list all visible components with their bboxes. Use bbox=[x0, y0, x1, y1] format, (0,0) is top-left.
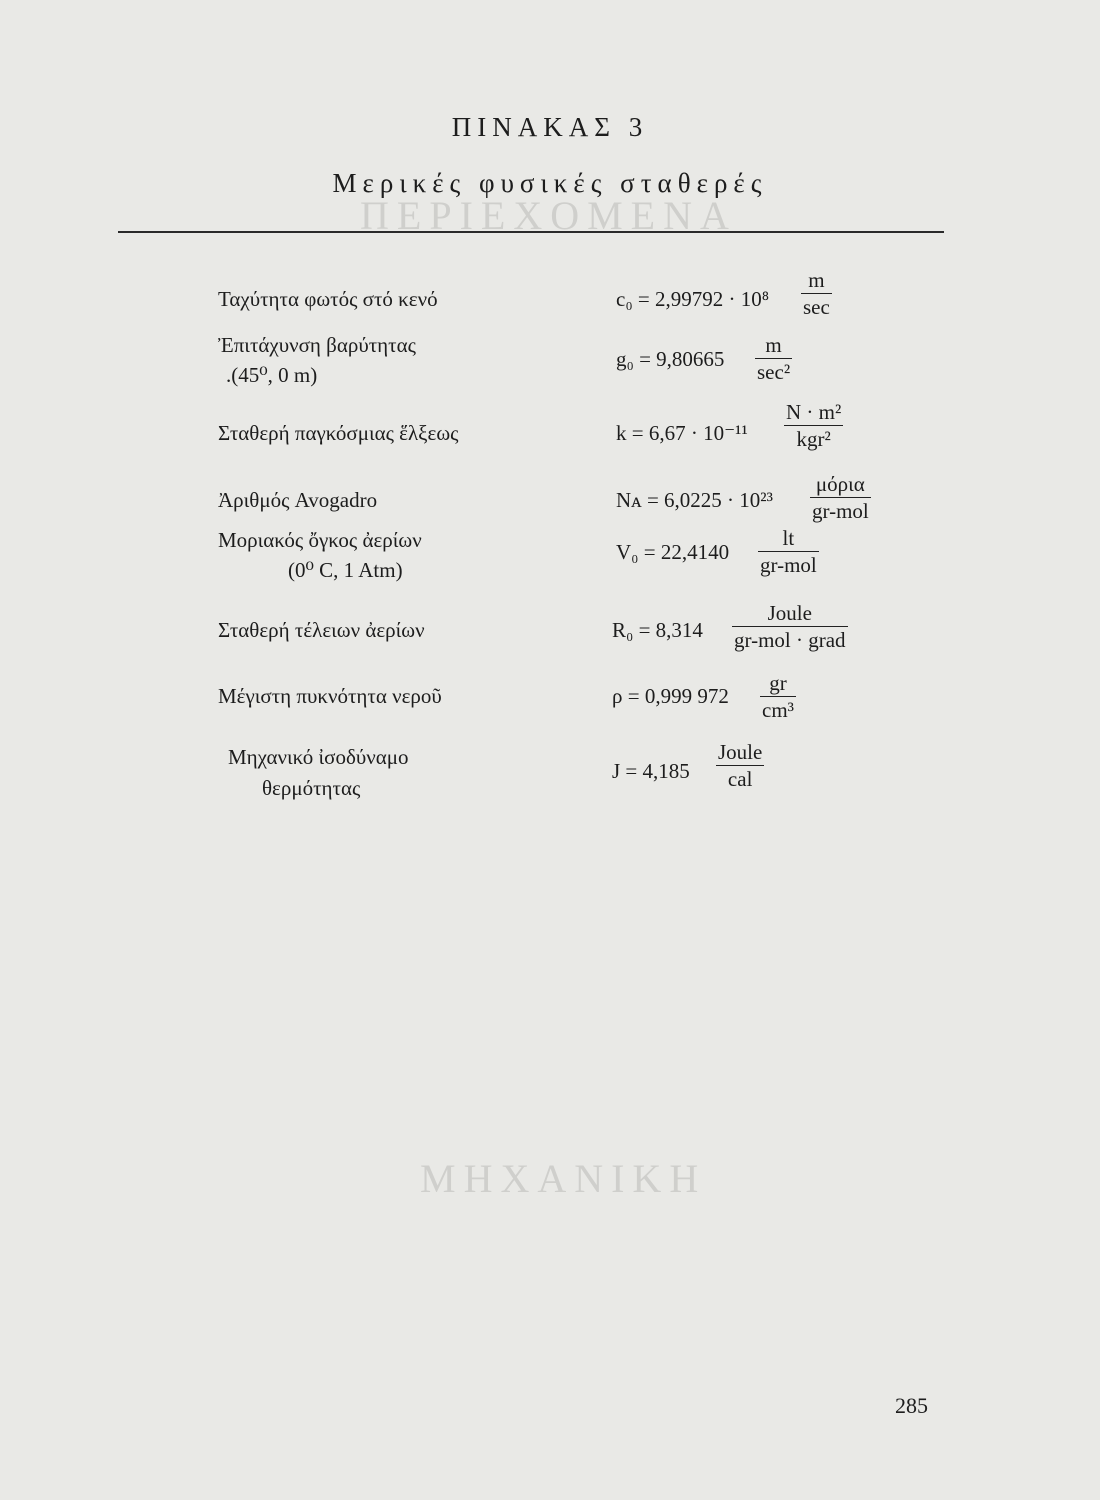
constant-equation: g₀ = 9,80665 bbox=[616, 347, 725, 371]
unit-denominator: cal bbox=[727, 767, 753, 791]
constant-label-continued: θερμότητας bbox=[262, 776, 361, 800]
unit-fraction bbox=[810, 472, 871, 523]
constant-label: Μηχανικό ἰσοδύναμο bbox=[228, 745, 409, 769]
unit-fraction bbox=[758, 526, 819, 577]
unit-fraction bbox=[755, 333, 792, 384]
unit-numerator: μόρια bbox=[815, 472, 865, 496]
unit-denominator: sec² bbox=[757, 360, 791, 384]
constant-label: Μοριακός ὄγκος ἀερίων bbox=[218, 528, 422, 552]
constant-equation: R₀ = 8,314 bbox=[612, 618, 703, 642]
unit-fraction bbox=[760, 671, 796, 722]
fraction-bar bbox=[760, 696, 796, 697]
fraction-bar bbox=[801, 293, 832, 294]
fraction-bar bbox=[784, 425, 843, 426]
unit-denominator: cm³ bbox=[762, 698, 794, 722]
table-title: ΠΙΝΑΚΑΣ 3 bbox=[451, 112, 649, 142]
constant-label: Ταχύτητα φωτός στό κενό bbox=[218, 287, 438, 311]
constant-equation: V₀ = 22,4140 bbox=[616, 540, 730, 564]
fraction-bar bbox=[810, 497, 871, 498]
unit-numerator: gr bbox=[769, 671, 787, 695]
unit-numerator: N · m² bbox=[786, 400, 842, 424]
unit-numerator: m bbox=[765, 333, 782, 357]
fraction-bar bbox=[758, 551, 819, 552]
unit-denominator: kgr² bbox=[796, 427, 831, 451]
unit-fraction bbox=[732, 601, 848, 652]
unit-denominator: gr-mol · grad bbox=[734, 628, 846, 652]
show-through-background: ΠΕΡΙΕΧΟΜΕΝΑ bbox=[360, 193, 737, 238]
constant-condition: (0⁰ C, 1 Atm) bbox=[288, 558, 403, 582]
constant-label: Ἀριθμός Avogadro bbox=[218, 488, 378, 512]
constant-label: Ἐπιτάχυνση βαρύτητας bbox=[218, 333, 416, 357]
title-divider bbox=[118, 231, 944, 233]
unit-denominator: gr-mol bbox=[812, 499, 869, 523]
fraction-bar bbox=[755, 358, 792, 359]
unit-numerator: lt bbox=[782, 526, 795, 550]
constant-equation: ρ = 0,999 972 bbox=[612, 684, 729, 708]
unit-fraction bbox=[801, 268, 832, 319]
unit-numerator: Joule bbox=[767, 601, 812, 625]
constant-equation: c₀ = 2,99792 · 10⁸ bbox=[616, 287, 770, 311]
show-through-background: ΜΗΧΑΝΙΚΗ bbox=[420, 1156, 707, 1201]
table-subtitle: Μερικές φυσικές σταθερές bbox=[332, 168, 768, 198]
unit-numerator: m bbox=[808, 268, 825, 292]
constant-label: Μέγιστη πυκνότητα νεροῦ bbox=[218, 684, 442, 708]
unit-fraction bbox=[784, 400, 843, 451]
constant-label: Σταθερή παγκόσμιας ἕλξεως bbox=[218, 421, 459, 445]
fraction-bar bbox=[732, 626, 848, 627]
constant-equation: J = 4,185 bbox=[612, 759, 690, 783]
fraction-bar bbox=[716, 765, 764, 766]
unit-denominator: sec bbox=[803, 295, 830, 319]
page-number: 285 bbox=[895, 1393, 928, 1418]
constant-equation: k = 6,67 · 10⁻¹¹ bbox=[616, 421, 748, 445]
constant-equation: Nᴀ = 6,0225 · 10²³ bbox=[616, 488, 773, 512]
constant-condition: .(45⁰, 0 m) bbox=[226, 363, 318, 387]
unit-denominator: gr-mol bbox=[760, 553, 817, 577]
constant-label: Σταθερή τέλειων ἀερίων bbox=[218, 618, 425, 642]
unit-numerator: Joule bbox=[718, 740, 763, 764]
unit-fraction bbox=[716, 740, 764, 791]
